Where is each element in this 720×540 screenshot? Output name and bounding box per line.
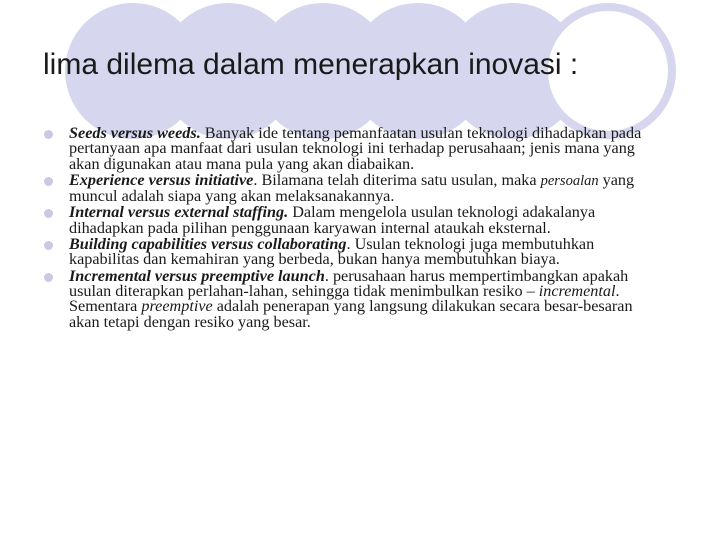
item-text: . perusahaan harus mempertimbangkan apakah usulan diterapkan perlahan-lahan, sehingga tidak menimbulkan resiko – xyxy=(69,266,629,300)
list-item xyxy=(44,205,664,236)
bullet-icon xyxy=(44,241,53,250)
item-text: . Usulan teknologi juga membutuhkan kapabilitas dan kemahiran yang berbeda, bukan hanya membutuhkan biaya. xyxy=(69,235,595,269)
item-italic: persoalan xyxy=(540,172,599,189)
list-item xyxy=(44,237,664,268)
list-item xyxy=(44,266,664,331)
item-text: . Sementara xyxy=(69,281,620,316)
item-term: Building capabilities versus collaborating xyxy=(69,235,347,254)
item-italic: preemptive xyxy=(141,297,213,316)
item-text: . Bilamana telah diterima satu usulan, maka xyxy=(253,170,541,189)
item-term: Internal versus external staffing. xyxy=(69,203,289,222)
item-text: yang muncul adalah siapa yang akan melaksanakannya. xyxy=(69,170,635,206)
item-italic: incremental xyxy=(538,281,616,300)
list-item xyxy=(44,126,664,172)
bullet-list xyxy=(44,126,664,331)
item-text: Banyak ide tentang pemanfaatan usulan teknologi dihadapkan pada pertanyaan apa manfaat dari usulan teknologi ini terhadap perusahaan; jenis mana yang akan digunakan atau mana pula yang akan diabaikan. xyxy=(69,124,642,173)
bullet-icon xyxy=(44,273,53,282)
slide-title: lima dilema dalam menerapkan inovasi : xyxy=(43,48,579,81)
item-term: Seeds versus weeds. xyxy=(69,124,201,142)
item-text: adalah penerapan yang langsung dilakukan secara besar-besaran akan tetapi dengan resiko yang besar. xyxy=(69,297,633,331)
item-term: Incremental versus preemptive launch xyxy=(69,266,325,285)
bullet-icon xyxy=(44,177,53,186)
bullet-icon xyxy=(44,209,53,218)
item-term: Experience versus initiative xyxy=(69,170,254,189)
bullet-icon xyxy=(44,130,53,139)
list-item xyxy=(44,170,664,206)
item-text: Dalam mengelola usulan teknologi adakalanya dihadapkan pada pilihan penggunaan karyawan internal ataukah eksternal. xyxy=(69,203,596,237)
